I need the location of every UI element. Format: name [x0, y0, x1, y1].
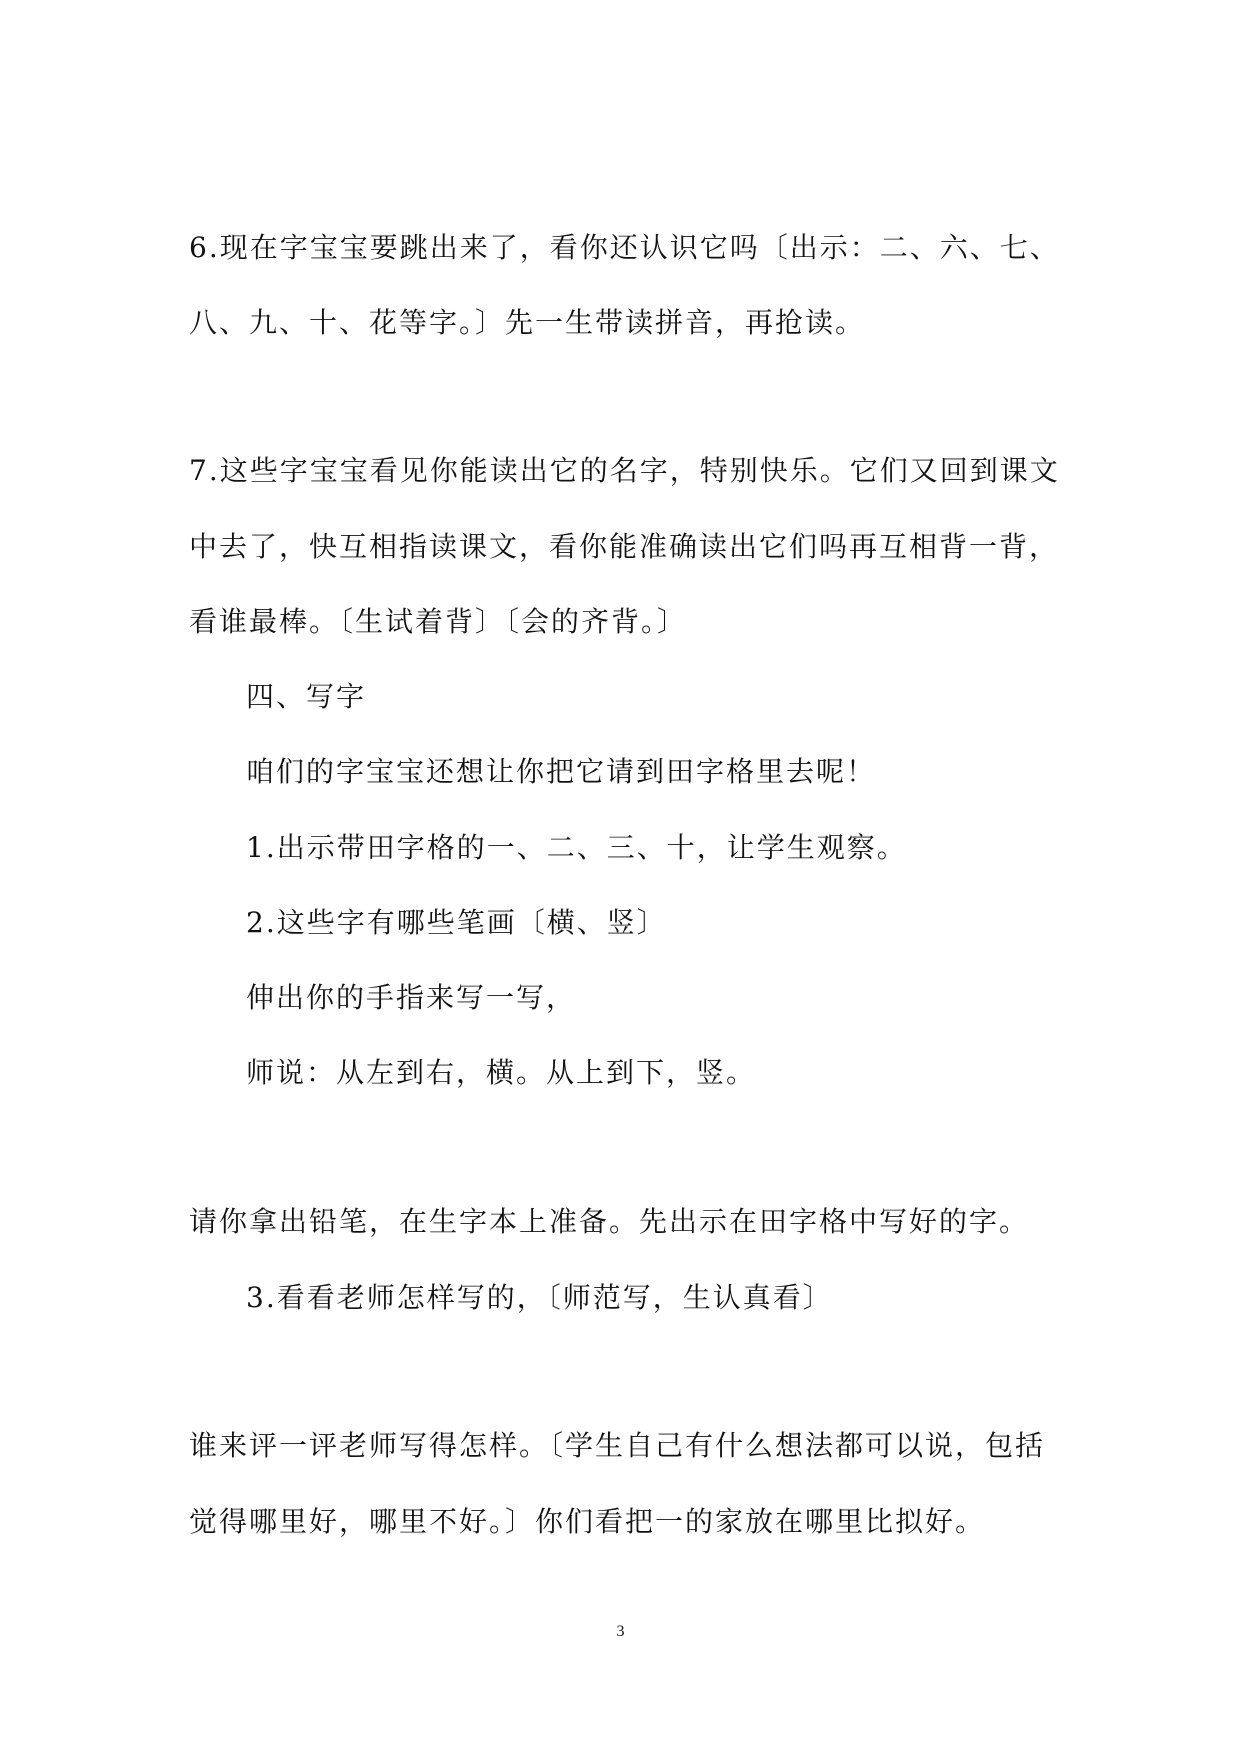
- text-line: 咱们的字宝宝还想让你把它请到田字格里去呢！: [246, 755, 877, 788]
- text-line: 3.看看老师怎样写的，〔师范写，生认真看〕: [246, 1281, 833, 1314]
- text-line: 伸出你的手指来写一写，: [246, 981, 577, 1014]
- page-number: 3: [616, 1623, 625, 1640]
- text-line: 谁来评一评老师写得怎样。〔学生自己有什么想法都可以说，包括: [189, 1429, 1046, 1462]
- text-line: 师说：从左到右，横。从上到下，竖。: [246, 1056, 757, 1089]
- text-line: 1.出示带田字格的一、二、三、十，让学生观察。: [246, 831, 907, 864]
- text-line: 7.这些字宝宝看见你能读出它的名字，特别快乐。它们又回到课文: [189, 454, 1060, 487]
- text-line: 中去了，快互相指读课文，看你能准确读出它们吗再互相背一背，: [189, 530, 1060, 563]
- text-line: 八、九、十、花等字。〕先一生带读拼音，再抢读。: [189, 306, 866, 339]
- text-line: 觉得哪里好，哪里不好。〕你们看把一的家放在哪里比拟好。: [189, 1505, 986, 1538]
- text-line: 6.现在字宝宝要跳出来了，看你还认识它吗〔出示：二、六、七、: [189, 231, 1060, 264]
- text-line: 2.这些字有哪些笔画〔横、竖〕: [246, 906, 667, 939]
- text-line: 请你拿出铅笔，在生字本上准备。先出示在田字格中写好的字。: [189, 1205, 1030, 1238]
- text-line: 看谁最棒。〔生试着背〕〔会的齐背。〕: [189, 605, 688, 638]
- section-heading: 四、写字: [246, 680, 367, 713]
